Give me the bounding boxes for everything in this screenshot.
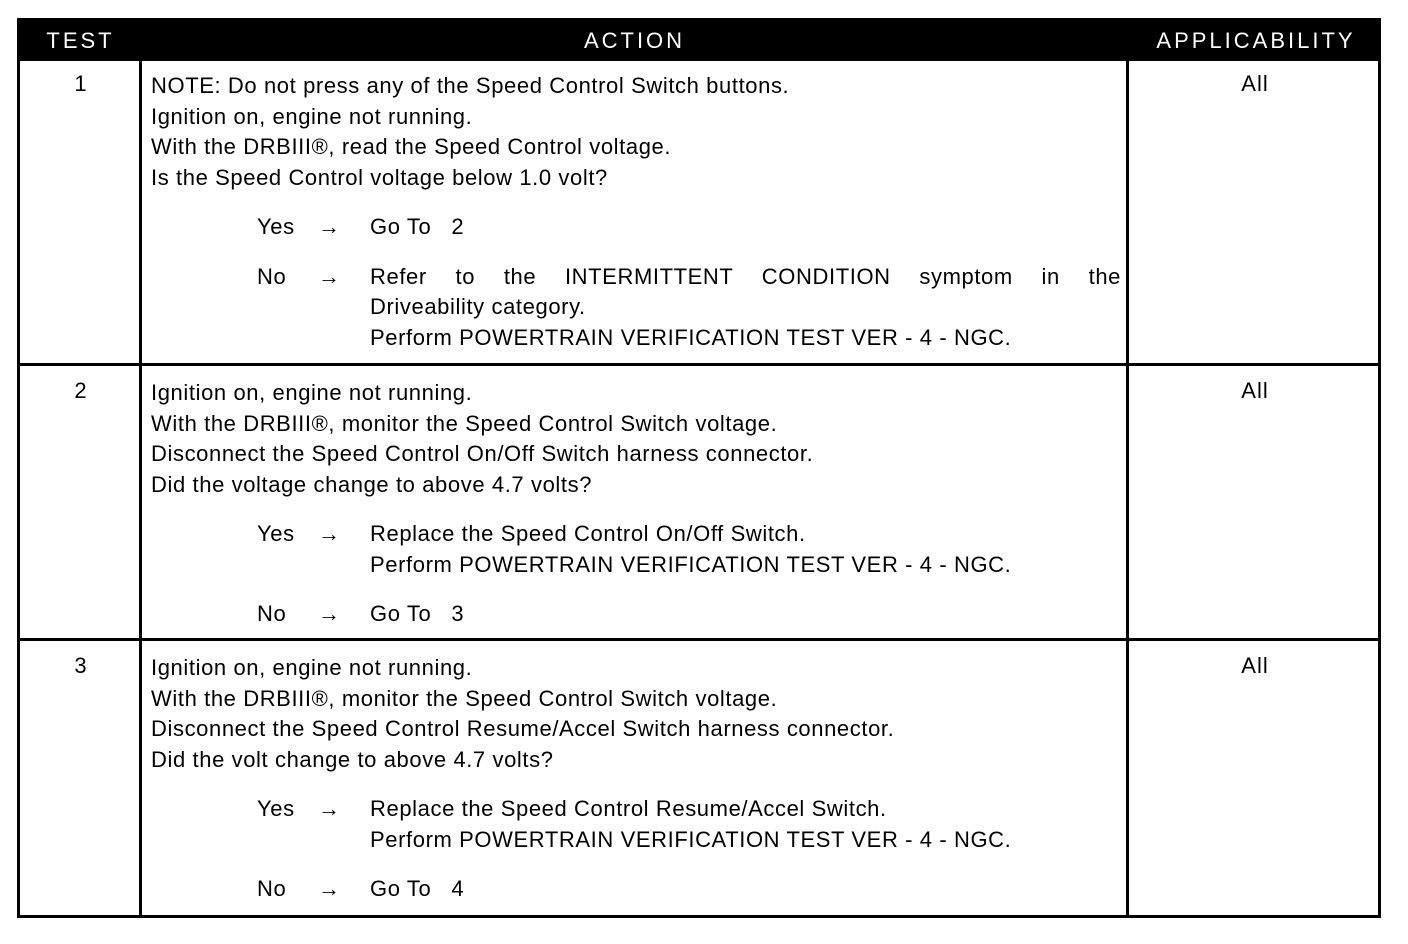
table-row xyxy=(20,61,1378,363)
applicability-value: All xyxy=(1241,71,1269,96)
arrow-right-icon: → xyxy=(318,521,341,546)
header-action: ACTION xyxy=(583,28,686,53)
header-test: TEST xyxy=(46,28,115,53)
branch-yes xyxy=(151,794,1121,855)
test-number: 2 xyxy=(74,378,87,403)
answer-label: Yes xyxy=(257,214,295,239)
branch-result: Perform POWERTRAIN VERIFICATION TEST VER - 4 - NGC. xyxy=(370,324,1012,350)
header-applicability: APPLICABILITY xyxy=(1156,28,1356,53)
branch-result: Refer to the INTERMITTENT CONDITION symptom in the xyxy=(370,263,1121,289)
answer-label: Yes xyxy=(257,521,295,546)
arrow-right-icon: → xyxy=(318,601,341,626)
branch-no xyxy=(151,599,1121,630)
branch-result: Replace the Speed Control On/Off Switch. xyxy=(370,521,806,546)
table-row xyxy=(20,363,1378,638)
action-line: Ignition on, engine not running. xyxy=(151,103,473,129)
action-cell xyxy=(151,71,1121,353)
test-number: 1 xyxy=(74,71,87,96)
action-cell xyxy=(151,378,1121,630)
table-header xyxy=(20,18,1378,61)
action-line: With the DRBIII®, monitor the Speed Control Switch voltage. xyxy=(151,410,778,436)
action-line: Ignition on, engine not running. xyxy=(151,380,473,405)
branch-result: Replace the Speed Control Resume/Accel Switch. xyxy=(370,796,887,821)
action-line: With the DRBIII®, monitor the Speed Control Switch voltage. xyxy=(151,685,778,711)
answer-label: No xyxy=(257,263,287,289)
applicability-value: All xyxy=(1241,378,1269,403)
branch-result: Perform POWERTRAIN VERIFICATION TEST VER - 4 - NGC. xyxy=(370,826,1012,852)
branch-result: Driveability category. xyxy=(370,294,586,319)
branch-yes xyxy=(151,519,1121,580)
test-number: 3 xyxy=(74,653,87,678)
action-line: Disconnect the Speed Control On/Off Switch harness connector. xyxy=(151,441,814,466)
answer-label: No xyxy=(257,601,287,626)
action-line: Is the Speed Control voltage below 1.0 volt? xyxy=(151,164,608,190)
diagnostic-test-table xyxy=(17,18,1381,918)
branch-result: Go To 4 xyxy=(370,876,465,901)
action-line: NOTE: Do not press any of the Speed Control Switch buttons. xyxy=(151,73,790,98)
action-line: Did the voltage change to above 4.7 volts? xyxy=(151,471,593,497)
action-line: Ignition on, engine not running. xyxy=(151,655,473,680)
branch-result: Go To 3 xyxy=(370,601,465,626)
answer-label: Yes xyxy=(257,796,295,821)
branch-result: Go To 2 xyxy=(370,214,465,239)
arrow-right-icon: → xyxy=(318,796,341,821)
branch-result: Perform POWERTRAIN VERIFICATION TEST VER - 4 - NGC. xyxy=(370,551,1012,577)
branch-yes xyxy=(151,212,1121,243)
applicability-value: All xyxy=(1241,653,1269,678)
action-line: With the DRBIII®, read the Speed Control voltage. xyxy=(151,134,672,159)
arrow-right-icon: → xyxy=(318,263,341,289)
answer-label: No xyxy=(257,876,287,901)
branch-no xyxy=(151,874,1121,905)
arrow-right-icon: → xyxy=(318,876,341,901)
table-row xyxy=(20,638,1378,915)
branch-no xyxy=(151,262,1121,354)
action-cell xyxy=(151,653,1121,905)
arrow-right-icon: → xyxy=(318,214,341,239)
action-line: Did the volt change to above 4.7 volts? xyxy=(151,746,554,772)
action-line: Disconnect the Speed Control Resume/Accel Switch harness connector. xyxy=(151,716,895,741)
